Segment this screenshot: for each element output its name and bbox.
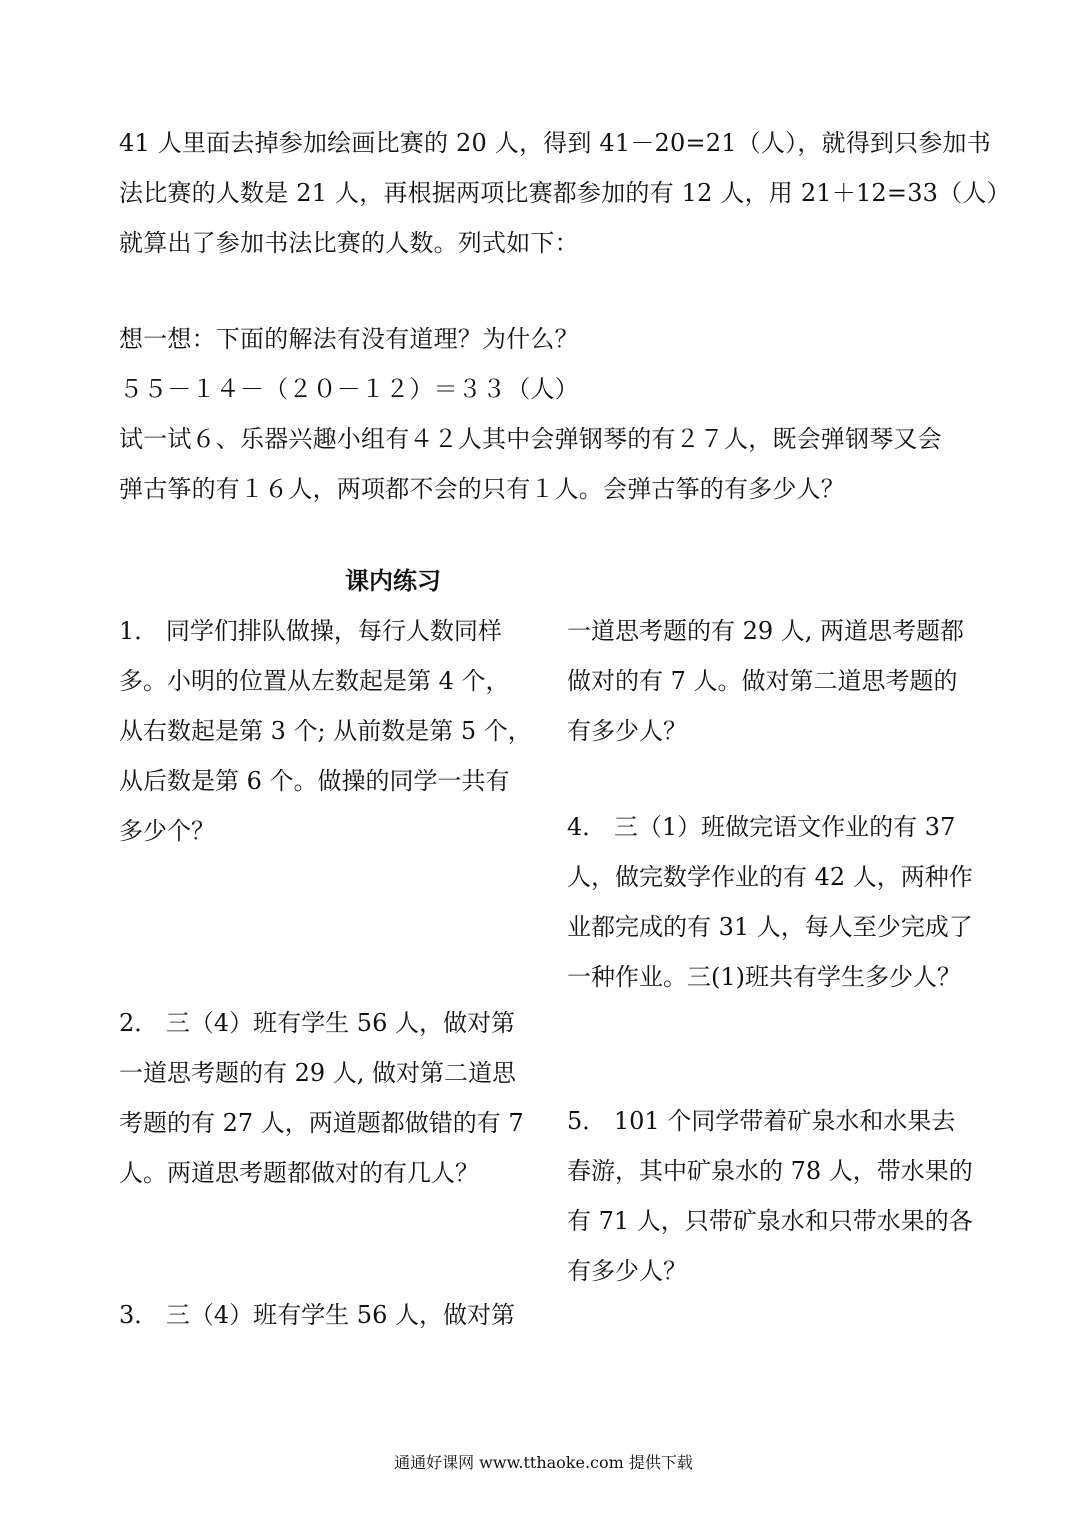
try-line: 试一试６、乐器兴趣小组有４２人其中会弹钢琴的有２７人，既会弹钢琴又会 bbox=[119, 425, 942, 453]
q2-line: 人。两道思考题都做对的有几人？ bbox=[119, 1159, 479, 1187]
page-footer: 通通好课网 www.tthaoke.com 提供下载 bbox=[394, 1453, 693, 1472]
try-line: 弹古筝的有１６人，两项都不会的只有１人。会弹古筝的有多少人？ bbox=[119, 475, 845, 503]
q4-line: 4． 三（1）班做完语文作业的有 37 bbox=[567, 813, 956, 841]
exercise-heading: 课内练习 bbox=[345, 566, 441, 595]
q3-cont-line: 一道思考题的有 29 人, 两道思考题都 bbox=[567, 617, 965, 645]
q3-cont-line: 做对的有 7 人。做对第二道思考题的 bbox=[567, 667, 958, 695]
q2-line: 2． 三（4）班有学生 56 人，做对第 bbox=[119, 1009, 515, 1037]
q1-line: 多。小明的位置从左数起是第 4 个， bbox=[119, 667, 510, 695]
q5-line: 5． 101 个同学带着矿泉水和水果去 bbox=[567, 1107, 956, 1135]
q4-line: 一种作业。三(1)班共有学生多少人？ bbox=[567, 963, 961, 991]
q1-line: 从右数起是第 3 个; 从前数是第 5 个， bbox=[119, 717, 532, 745]
think-question: 想一想：下面的解法有没有道理？为什么？ bbox=[119, 325, 579, 353]
q5-line: 有多少人？ bbox=[567, 1257, 687, 1285]
intro-line: 41 人里面去掉参加绘画比赛的 20 人，得到 41－20=21（人），就得到只参加书 bbox=[119, 129, 991, 157]
q1-line: 从后数是第 6 个。做操的同学一共有 bbox=[119, 767, 510, 795]
q3-cont-line: 有多少人？ bbox=[567, 717, 687, 745]
think-formula: ５５－１４－（２０－１２）＝３３（人） bbox=[119, 375, 579, 403]
q5-line: 有 71 人，只带矿泉水和只带水果的各 bbox=[567, 1207, 973, 1235]
intro-line: 就算出了参加书法比赛的人数。列式如下： bbox=[119, 229, 579, 257]
q1-line: 多少个？ bbox=[119, 817, 215, 845]
q4-line: 业都完成的有 31 人，每人至少完成了 bbox=[567, 913, 973, 941]
q2-line: 一道思考题的有 29 人, 做对第二道思 bbox=[119, 1059, 517, 1087]
q3-line: 3． 三（4）班有学生 56 人，做对第 bbox=[119, 1301, 515, 1329]
q4-line: 人，做完数学作业的有 42 人，两种作 bbox=[567, 863, 973, 891]
intro-line: 法比赛的人数是 21 人，再根据两项比赛都参加的有 12 人，用 21＋12=33（人） bbox=[119, 179, 1011, 207]
q5-line: 春游，其中矿泉水的 78 人，带水果的 bbox=[567, 1157, 973, 1185]
q2-line: 考题的有 27 人，两道题都做错的有 7 bbox=[119, 1109, 524, 1137]
q1-line: 1． 同学们排队做操，每行人数同样 bbox=[119, 617, 502, 645]
